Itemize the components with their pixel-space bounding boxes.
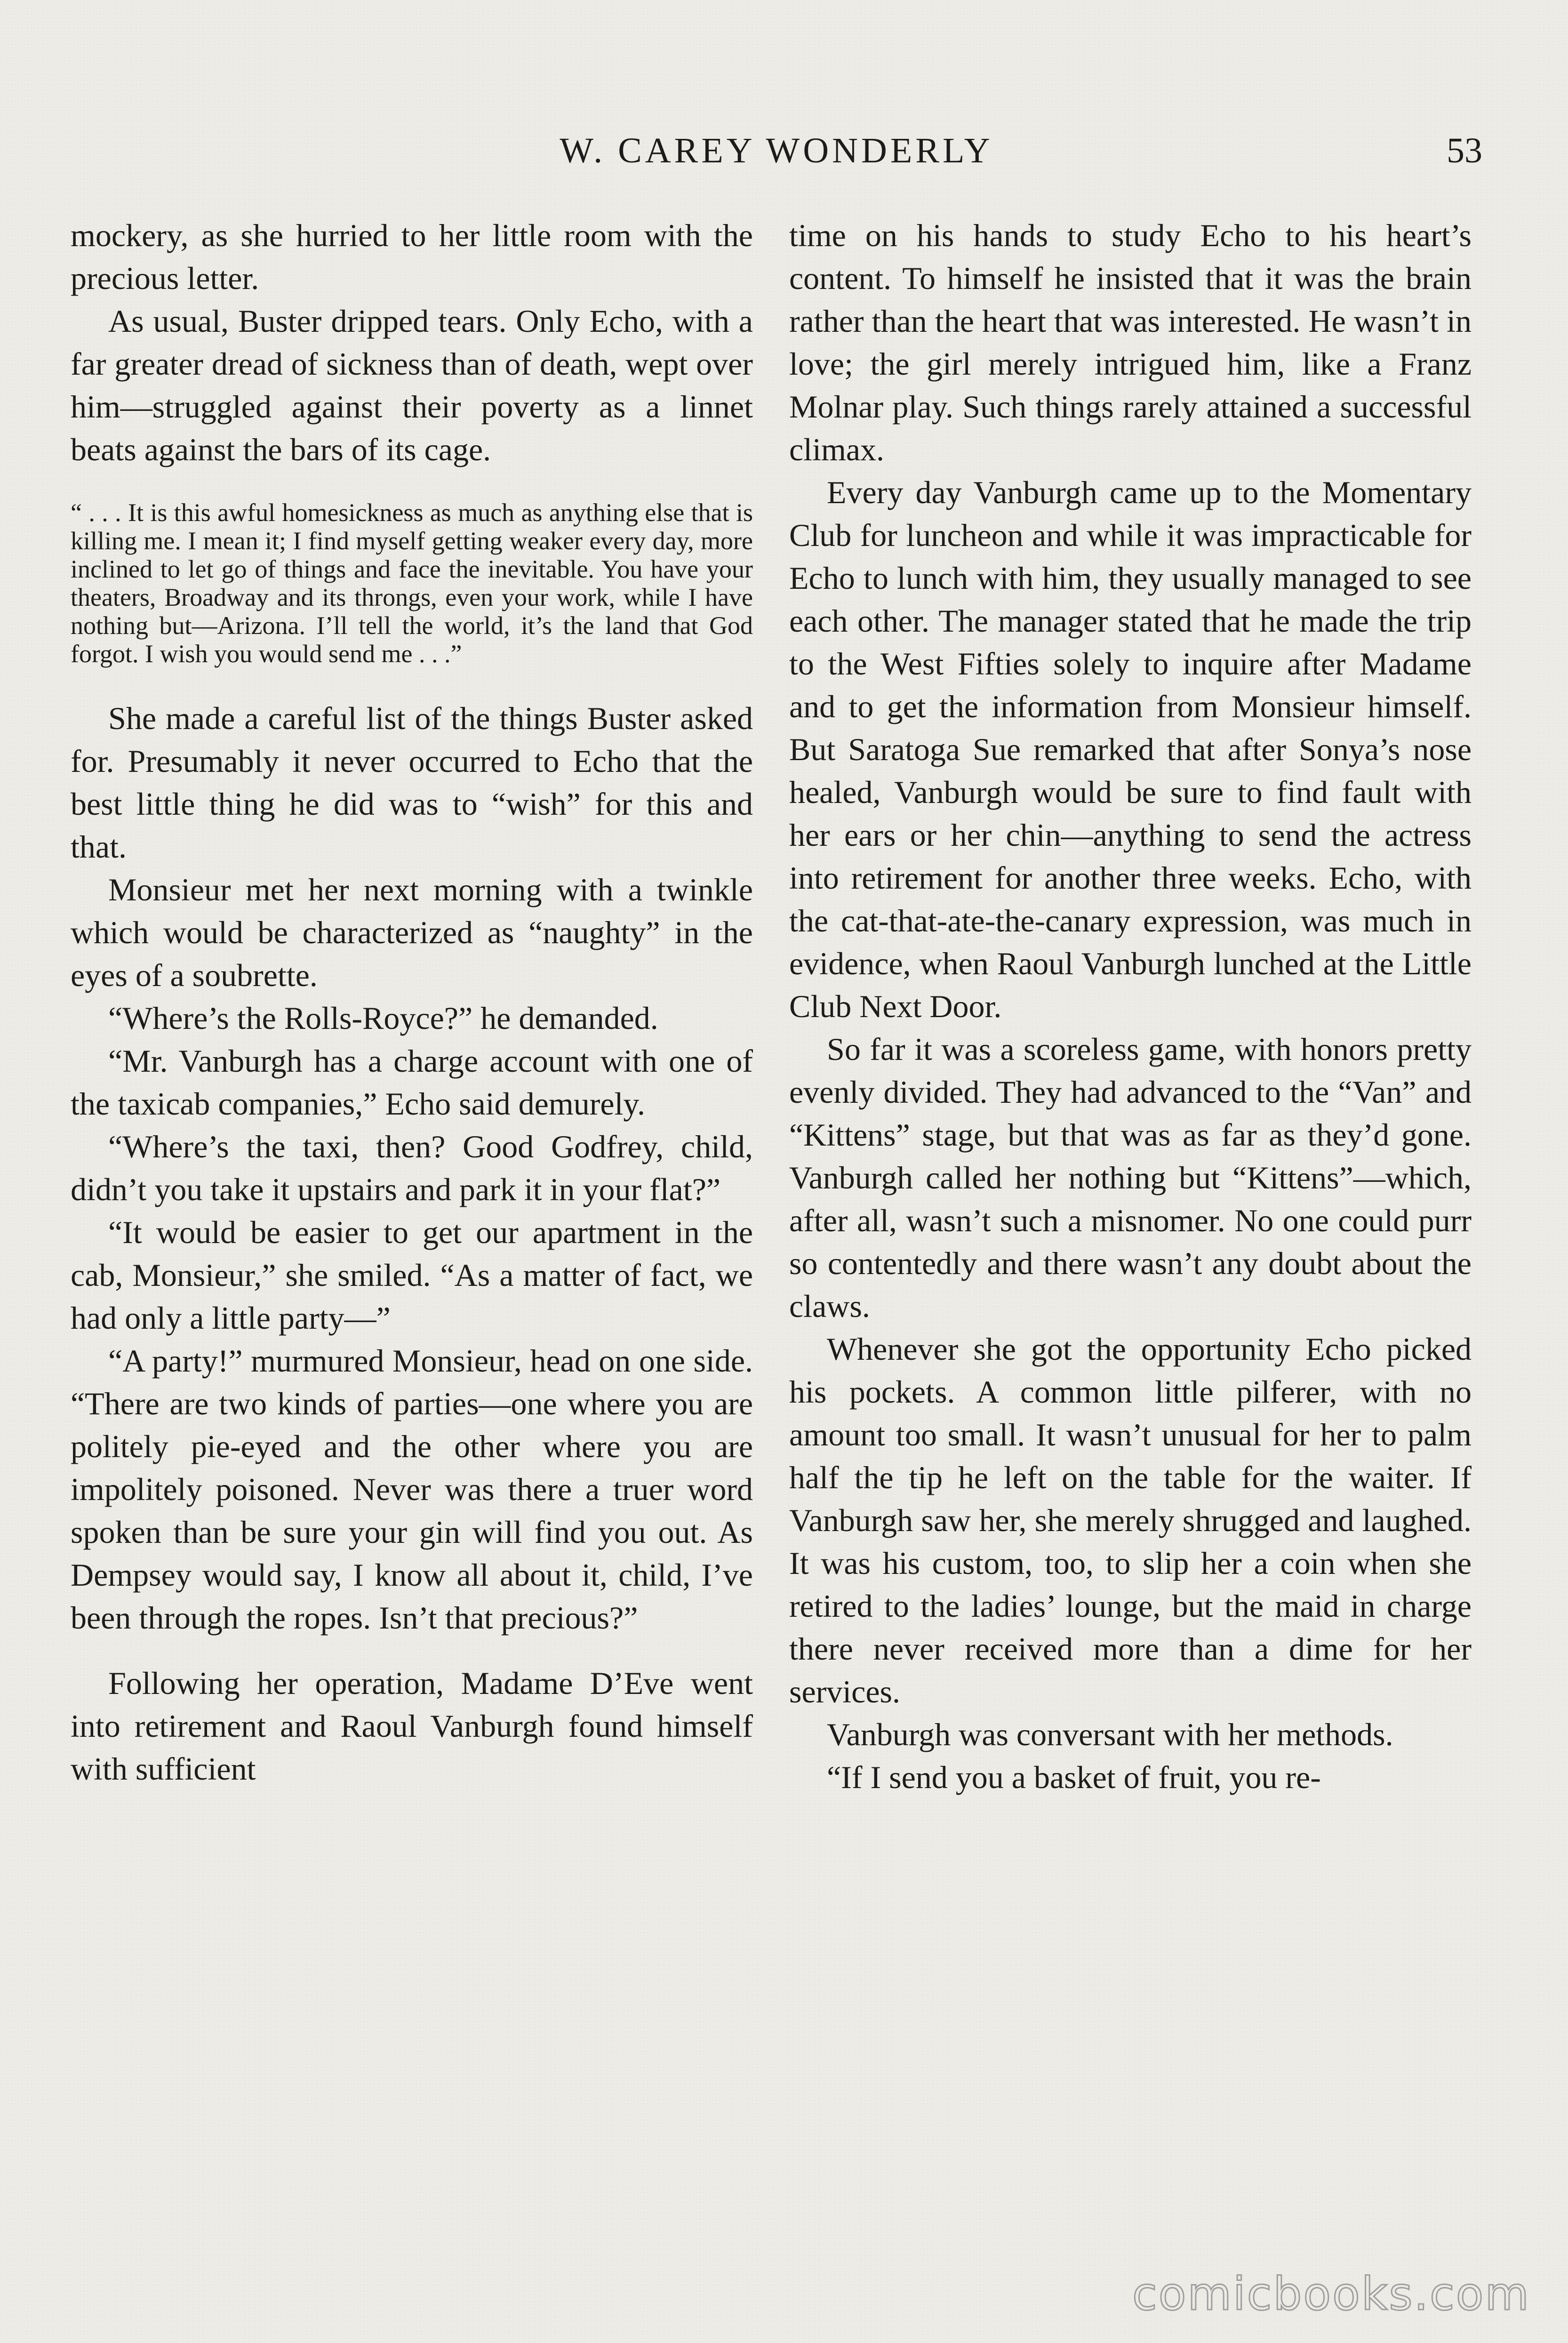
letter-quote: “ . . . It is this awful homesickness as much as anything else that is killing me. I mean it; I find myself getting weaker every day, more inclined to let go of things and face the inevitable. You have your theaters, Broadway and its throngs, even your work, while I have nothing but—Arizona. I’ll tell the world, it’s the land that God forgot. I wish you would send me . . .” bbox=[71, 498, 753, 668]
right-column bbox=[789, 214, 1472, 2191]
paragraph: time on his hands to study Echo to his heart’s content. To himself he insisted that it was the brain rather than the heart that was interested. He wasn’t in love; the girl merely intrigued him, like a Franz Molnar play. Such things rarely attained a successful climax. bbox=[789, 217, 1472, 467]
page-number: 53 bbox=[1447, 131, 1482, 170]
running-head bbox=[71, 125, 1482, 177]
paragraph: So far it was a scoreless game, with honors pretty evenly divided. They had advanced to the “Van” and “Kittens” stage, but that was as far as they’d gone. Vanburgh called her nothing but “Kittens”—which, after all, wasn’t such a misnomer. No one could purr so contentedly and there wasn’t any doubt about the claws. bbox=[789, 1031, 1472, 1324]
paragraph: Monsieur met her next morning with a twinkle which would be characterized as “naughty” in the eyes of a soubrette. bbox=[71, 872, 753, 993]
paragraph: “Mr. Vanburgh has a charge account with one of the taxicab companies,” Echo said demurely. bbox=[71, 1043, 753, 1122]
paragraph: “Where’s the Rolls-Royce?” he demanded. bbox=[108, 1000, 658, 1036]
running-title: W. CAREY WONDERLY bbox=[560, 131, 993, 170]
paragraph: “A party!” murmured Monsieur, head on one side. “There are two kinds of parties—one where you are politely pie-eyed and the other where you are impolitely poisoned. Never was there a truer word spoken than be sure your gin will find you out. As Dempsey would say, I know all about it, child, I’ve been through the ropes. Isn’t that precious?” bbox=[71, 1343, 753, 1636]
paragraph: Following her operation, Madame D’Eve went into retirement and Raoul Vanburgh found himself with sufficient bbox=[71, 1665, 753, 1787]
paragraph: “If I send you a basket of fruit, you re- bbox=[827, 1759, 1321, 1795]
paragraph: “Where’s the taxi, then? Good Godfrey, child, didn’t you take it upstairs and park it in your flat?” bbox=[71, 1129, 753, 1207]
paragraph: mockery, as she hurried to her little room with the precious letter. bbox=[71, 217, 753, 296]
paragraph: Vanburgh was conversant with her methods. bbox=[827, 1717, 1393, 1752]
paragraph: “It would be easier to get our apartment in the cab, Monsieur,” she smiled. “As a matter of fact, we had only a little party—” bbox=[71, 1214, 753, 1336]
paragraph: As usual, Buster dripped tears. Only Echo, with a far greater dread of sickness than of death, wept over him—struggled against their poverty as a linnet beats against the bars of its cage. bbox=[71, 303, 753, 467]
paragraph: Whenever she got the opportunity Echo picked his pockets. A common little pilferer, with no amount too small. It wasn’t unusual for her to palm half the tip he left on the table for the waiter. If Vanburgh saw her, she merely shrugged and laughed. It was his custom, too, to slip her a coin when she retired to the ladies’ lounge, but the maid in charge there never received more than a dime for her services. bbox=[789, 1331, 1472, 1709]
paragraph: She made a careful list of the things Buster asked for. Presumably it never occurred to Echo that the best little thing he did was to “wish” for this and that. bbox=[71, 700, 753, 865]
paragraph: Every day Vanburgh came up to the Momentary Club for luncheon and while it was impracticable for Echo to lunch with him, they usually managed to see each other. The manager stated that he made the trip to the West Fifties solely to inquire after Madame and to get the information from Monsieur himself. But Saratoga Sue remarked that after Sonya’s nose healed, Vanburgh would be sure to find fault with her ears or her chin—anything to send the actress into retirement for another three weeks. Echo, with the cat-that-ate-the-canary expression, was much in evidence, when Raoul Vanburgh lunched at the Little Club Next Door. bbox=[789, 474, 1472, 1024]
left-column bbox=[71, 214, 753, 2191]
watermark: comicbooks.com bbox=[1132, 2268, 1530, 2320]
